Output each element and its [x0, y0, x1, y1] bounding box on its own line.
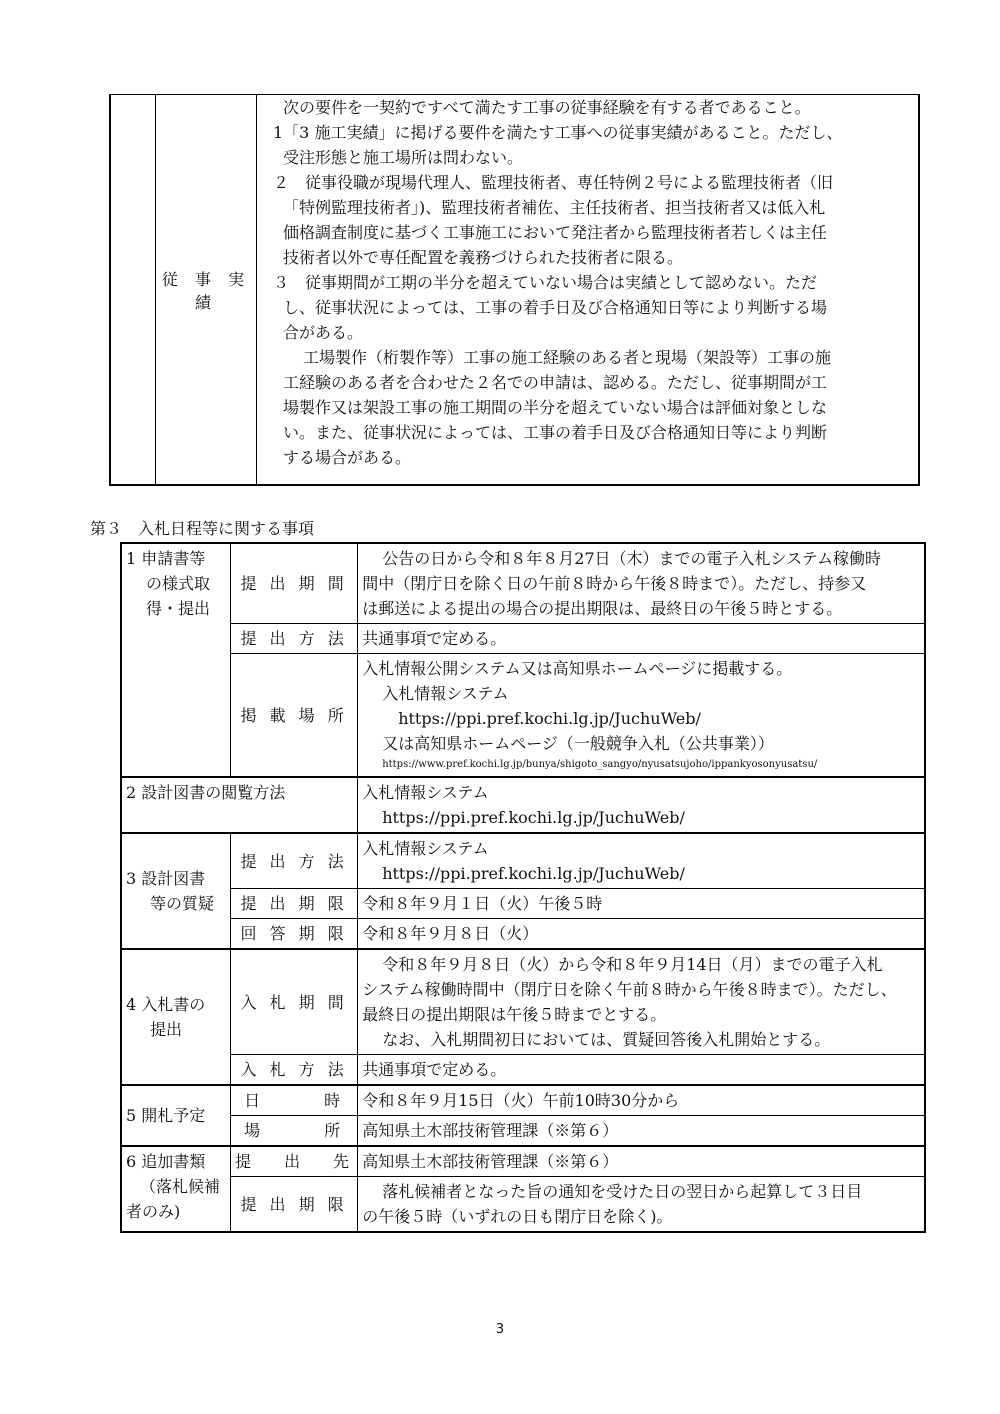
posting-place-label: 掲 載 場 所: [231, 654, 358, 778]
table-row: [121, 1116, 925, 1147]
table-row: [121, 889, 925, 919]
text-line: 受注形態と施工場所は問わない。: [283, 148, 524, 167]
submission-method-label: 提 出 方 法: [231, 624, 358, 654]
text-line: 工経験のある者を合わせた２名での申請は、認める。ただし、従事期間が工: [283, 373, 828, 392]
row-head: 5 開札予定: [121, 1085, 231, 1146]
additional-docs-to-value: 高知県土木部技術管理課（※第６）: [358, 1146, 925, 1177]
table-row: [121, 949, 925, 1055]
table-row: [121, 1177, 925, 1233]
bid-method-value: 共通事項で定める。: [358, 1055, 925, 1086]
text-line: 場製作又は架設工事の施工期間の半分を超えていない場合は評価対象としな: [283, 398, 828, 417]
schedule-table: [120, 542, 926, 1233]
table-row: [121, 833, 925, 889]
url-link[interactable]: https://ppi.pref.kochi.lg.jp/JuchuWeb/: [382, 864, 685, 883]
question-method-value: 入札情報システム https://ppi.pref.kochi.lg.jp/JuchuWeb/: [358, 833, 925, 889]
text-line: い。また、従事状況によっては、工事の着手日及び合格通知日等により判断: [283, 423, 828, 442]
question-deadline-label: 提 出 期 限: [231, 889, 358, 919]
answer-deadline-value: 令和８年９月８日（火）: [358, 919, 925, 950]
table-row: [121, 919, 925, 950]
question-deadline-value: 令和８年９月１日（火）午後５時: [358, 889, 925, 919]
bid-method-label: 入 札 方 法: [231, 1055, 358, 1086]
text-line: 技術者以外で専任配置を義務づけられた技術者に限る。: [283, 248, 684, 267]
url-link[interactable]: https://www.pref.kochi.lg.jp/bunya/shigoto_sangyo/nyusatsujoho/ippankyosonyusatsu/: [382, 759, 818, 770]
answer-deadline-label: 回 答 期 限: [231, 919, 358, 950]
table-row: [121, 1055, 925, 1086]
text-line: する場合がある。: [283, 448, 412, 467]
text-line: 「特例監理技術者」)、監理技術者補佐、主任技術者、担当技術者又は低入札: [283, 198, 826, 217]
text-line: 工場製作（桁製作等）工事の施工経験のある者と現場（架設等）工事の施: [303, 348, 832, 367]
bid-period-value: 令和８年９月８日（火）から令和８年９月14日（月）までの電子入札 システム稼働時間中（閉庁日を除く午前８時から午後８時まで）。ただし、 最終日の提出期限は午後５時までとする。 なお、入札期間初日においては、質疑回答後入札開始とする。: [358, 949, 925, 1055]
row-head: 1 申請書等 の様式取 得・提出: [121, 543, 231, 777]
additional-docs-deadline-label: 提 出 期 限: [231, 1177, 358, 1233]
opening-place-label: 場 所: [231, 1116, 358, 1147]
table-row: [121, 654, 925, 778]
submission-period-value: 公告の日から令和８年８月27日（木）までの電子入札システム稼働時 間中（閉庁日を除く日の午前８時から午後８時まで）。ただし、持参又 は郵送による提出の場合の提出期限は、最終日の午後５時とする。: [358, 543, 925, 624]
text-line: 合がある。: [283, 323, 364, 342]
submission-method-value: 共通事項で定める。: [358, 624, 925, 654]
row-head: 2 設計図書の閲覧方法: [121, 777, 358, 833]
opening-time-value: 令和８年９月15日（火）午前10時30分から: [358, 1085, 925, 1116]
review-method-value: 入札情報システム https://ppi.pref.kochi.lg.jp/JuchuWeb/: [358, 777, 925, 833]
table-row: [121, 624, 925, 654]
table-row: [121, 777, 925, 833]
posting-place-value: 入札情報公開システム又は高知県ホームページに掲載する。 入札情報システム https://ppi.pref.kochi.lg.jp/JuchuWeb/ 又は高知県ホームページ（一般競争入札（公共事業）） https://www.pref.kochi.lg.jp/bunya/shigoto_sangyo/nyusatsujoho/ippankyosonyusatsu/: [358, 654, 925, 778]
text-line: 1「3 施工実績」に掲げる要件を満たす工事への従事実績があること。ただし、: [273, 123, 843, 142]
row-head: 6 追加書類 （落札候補 者のみ): [121, 1146, 231, 1232]
submission-period-label: 提 出 期 間: [231, 543, 358, 624]
table-row: [121, 1146, 925, 1177]
text-line: 価格調査制度に基づく工事施工において発注者から監理技術者若しくは主任: [283, 223, 828, 242]
row-head: 4 入札書の 提出: [121, 949, 231, 1085]
table-row: [121, 543, 925, 624]
experience-label: 従 事 実 績: [156, 95, 257, 486]
url-link[interactable]: https://ppi.pref.kochi.lg.jp/JuchuWeb/: [382, 808, 685, 827]
text-line: 次の要件を一契約ですべて満たす工事の従事経験を有する者であること。: [283, 98, 811, 117]
blank-cell: [110, 95, 156, 486]
section-title: 第３ 入札日程等に関する事項: [90, 519, 315, 538]
table-row: [121, 1085, 925, 1116]
bid-period-label: 入 札 期 間: [231, 949, 358, 1055]
experience-text: [257, 95, 920, 486]
text-line: し、従事状況によっては、工事の着手日及び合格通知日等により判断する場: [283, 298, 828, 317]
additional-docs-to-label: 提 出 先: [231, 1146, 358, 1177]
opening-place-value: 高知県土木部技術管理課（※第６）: [358, 1116, 925, 1147]
text-line: ３ 従事期間が工期の半分を超えていない場合は実績として認めない。ただ: [273, 273, 818, 292]
text-line: ２ 従事役職が現場代理人、監理技術者、専任特例２号による監理技術者（旧: [273, 173, 834, 192]
question-method-label: 提 出 方 法: [231, 833, 358, 889]
additional-docs-deadline-value: 落札候補者となった旨の通知を受けた日の翌日から起算して３日目 の午後５時（いずれの日も閉庁日を除く)。: [358, 1177, 925, 1233]
opening-time-label: 日 時: [231, 1085, 358, 1116]
url-link[interactable]: https://ppi.pref.kochi.lg.jp/JuchuWeb/: [398, 709, 701, 728]
experience-table: [109, 94, 920, 486]
row-head: 3 設計図書 等の質疑: [121, 833, 231, 949]
page-number: 3: [495, 1322, 505, 1337]
